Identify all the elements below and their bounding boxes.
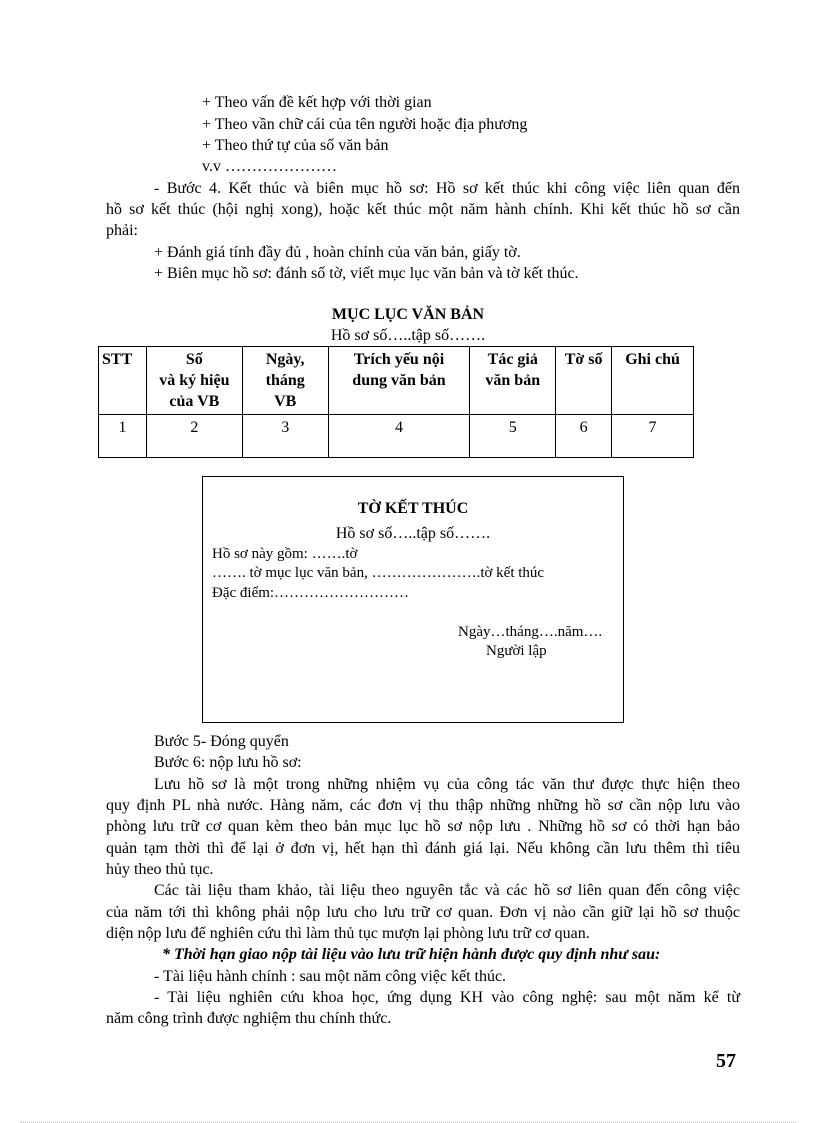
muc-luc-title: MỤC LỤC VĂN BẢN bbox=[331, 306, 485, 323]
table-cell: 7 bbox=[612, 415, 694, 458]
table-header-cell: Ghi chú bbox=[612, 347, 694, 415]
to-ket-thuc-signer: Người lập bbox=[486, 643, 547, 659]
table-header-cell: STT bbox=[99, 347, 147, 415]
table-cell: 5 bbox=[470, 415, 556, 458]
step6: Bước 6: nộp lưu hồ sơ: bbox=[154, 754, 302, 771]
deadline-item: - Tài liệu hành chính : sau một năm công việc kết thúc. bbox=[154, 968, 507, 985]
to-ket-thuc-subtitle: Hồ sơ số…..tập số……. bbox=[335, 525, 491, 542]
table-cell: 3 bbox=[242, 415, 328, 458]
table-cell: 6 bbox=[556, 415, 612, 458]
para1-line: phòng lưu trữ cơ quan kèm theo bản mục lục hồ sơ nộp lưu . Những hồ sơ có thời hạn bảo bbox=[106, 818, 740, 835]
list-item: v.v ………………… bbox=[202, 158, 337, 175]
step4-line: - Bước 4. Kết thúc và biên mục hồ sơ: Hồ sơ kết thúc khi công việc liên quan đến bbox=[154, 180, 740, 197]
step4-line: hồ sơ kết thúc (hội nghị xong), hoặc kết thúc một năm hành chính. Khi kết thúc hồ sơ cần bbox=[106, 201, 740, 218]
deadline-heading: * Thời hạn giao nộp tài liệu vào lưu trữ hiện hành được quy định như sau: bbox=[162, 946, 661, 963]
deadline-item: năm công trình được nghiệm thu chính thức. bbox=[106, 1010, 392, 1027]
para1-line: quy định PL nhà nước. Hàng năm, các đơn vị thu thập những những hồ sơ cần nộp lưu vào bbox=[106, 797, 740, 814]
para1-line: Lưu hồ sơ là một trong những nhiệm vụ của công tác văn thư được thực hiện theo bbox=[154, 776, 740, 793]
to-ket-thuc-date: Ngày…tháng….năm…. bbox=[458, 624, 603, 640]
step4-line: phải: bbox=[106, 222, 138, 239]
step4-bullet: + Biên mục hồ sơ: đánh số tờ, viết mục lục văn bản và tờ kết thúc. bbox=[154, 265, 579, 282]
table-header-cell: Trích yếu nội dung văn bản bbox=[328, 347, 470, 415]
list-item: + Theo thứ tự của số văn bản bbox=[202, 137, 389, 154]
page-number: 57 bbox=[716, 1050, 736, 1072]
para2-line: diện nộp lưu để nghiên cứu thì làm thủ tục mượn lại phòng lưu trữ cơ quan. bbox=[106, 925, 590, 942]
table-header-cell: Ngày, tháng VB bbox=[242, 347, 328, 415]
to-ket-thuc-line: ……. tờ mục lục văn bản, ………………….tờ kết thúc bbox=[212, 565, 545, 581]
step4-bullet: + Đánh giá tính đầy đủ , hoàn chỉnh của văn bản, giấy tờ. bbox=[154, 244, 521, 261]
muc-luc-table bbox=[98, 346, 694, 458]
table-cell: 1 bbox=[99, 415, 147, 458]
para1-line: quản tạm thời thì để lại ở đơn vị, hết hạn thì đánh giá lại. Nếu không cần lưu thêm thì tiêu bbox=[106, 840, 740, 857]
table-header-cell: Tác giả văn bản bbox=[470, 347, 556, 415]
para1-line: hủy theo thủ tục. bbox=[106, 861, 214, 878]
para2-line: Các tài liệu tham khảo, tài liệu theo nguyên tắc và các hồ sơ liên quan đến công việc bbox=[154, 882, 740, 899]
muc-luc-subtitle: Hồ sơ số…..tập số……. bbox=[330, 327, 486, 344]
table-cell: 4 bbox=[328, 415, 470, 458]
table-header-cell: Số và ký hiệu của VB bbox=[146, 347, 242, 415]
table-cell: 2 bbox=[146, 415, 242, 458]
table-header-row bbox=[99, 347, 694, 415]
table-row bbox=[99, 415, 694, 458]
table-header-cell: Tờ số bbox=[556, 347, 612, 415]
para2-line: của năm tới thì không phải nộp lưu cho lưu trữ cơ quan. Đơn vị nào cần giữ lại hồ sơ thuộc bbox=[106, 904, 740, 921]
deadline-item: - Tài liệu nghiên cứu khoa học, ứng dụng KH vào công nghệ: sau một năm kể từ bbox=[154, 989, 740, 1006]
step5: Bước 5- Đóng quyển bbox=[154, 733, 289, 750]
list-item: + Theo vấn đề kết hợp với thời gian bbox=[202, 94, 432, 111]
to-ket-thuc-line: Hồ sơ này gồm: …….tờ bbox=[212, 546, 358, 562]
to-ket-thuc-line: Đặc điểm:……………………… bbox=[212, 585, 410, 601]
list-item: + Theo vần chữ cái của tên người hoặc địa phương bbox=[202, 116, 528, 133]
to-ket-thuc-title: TỜ KẾT THÚC bbox=[357, 500, 469, 517]
